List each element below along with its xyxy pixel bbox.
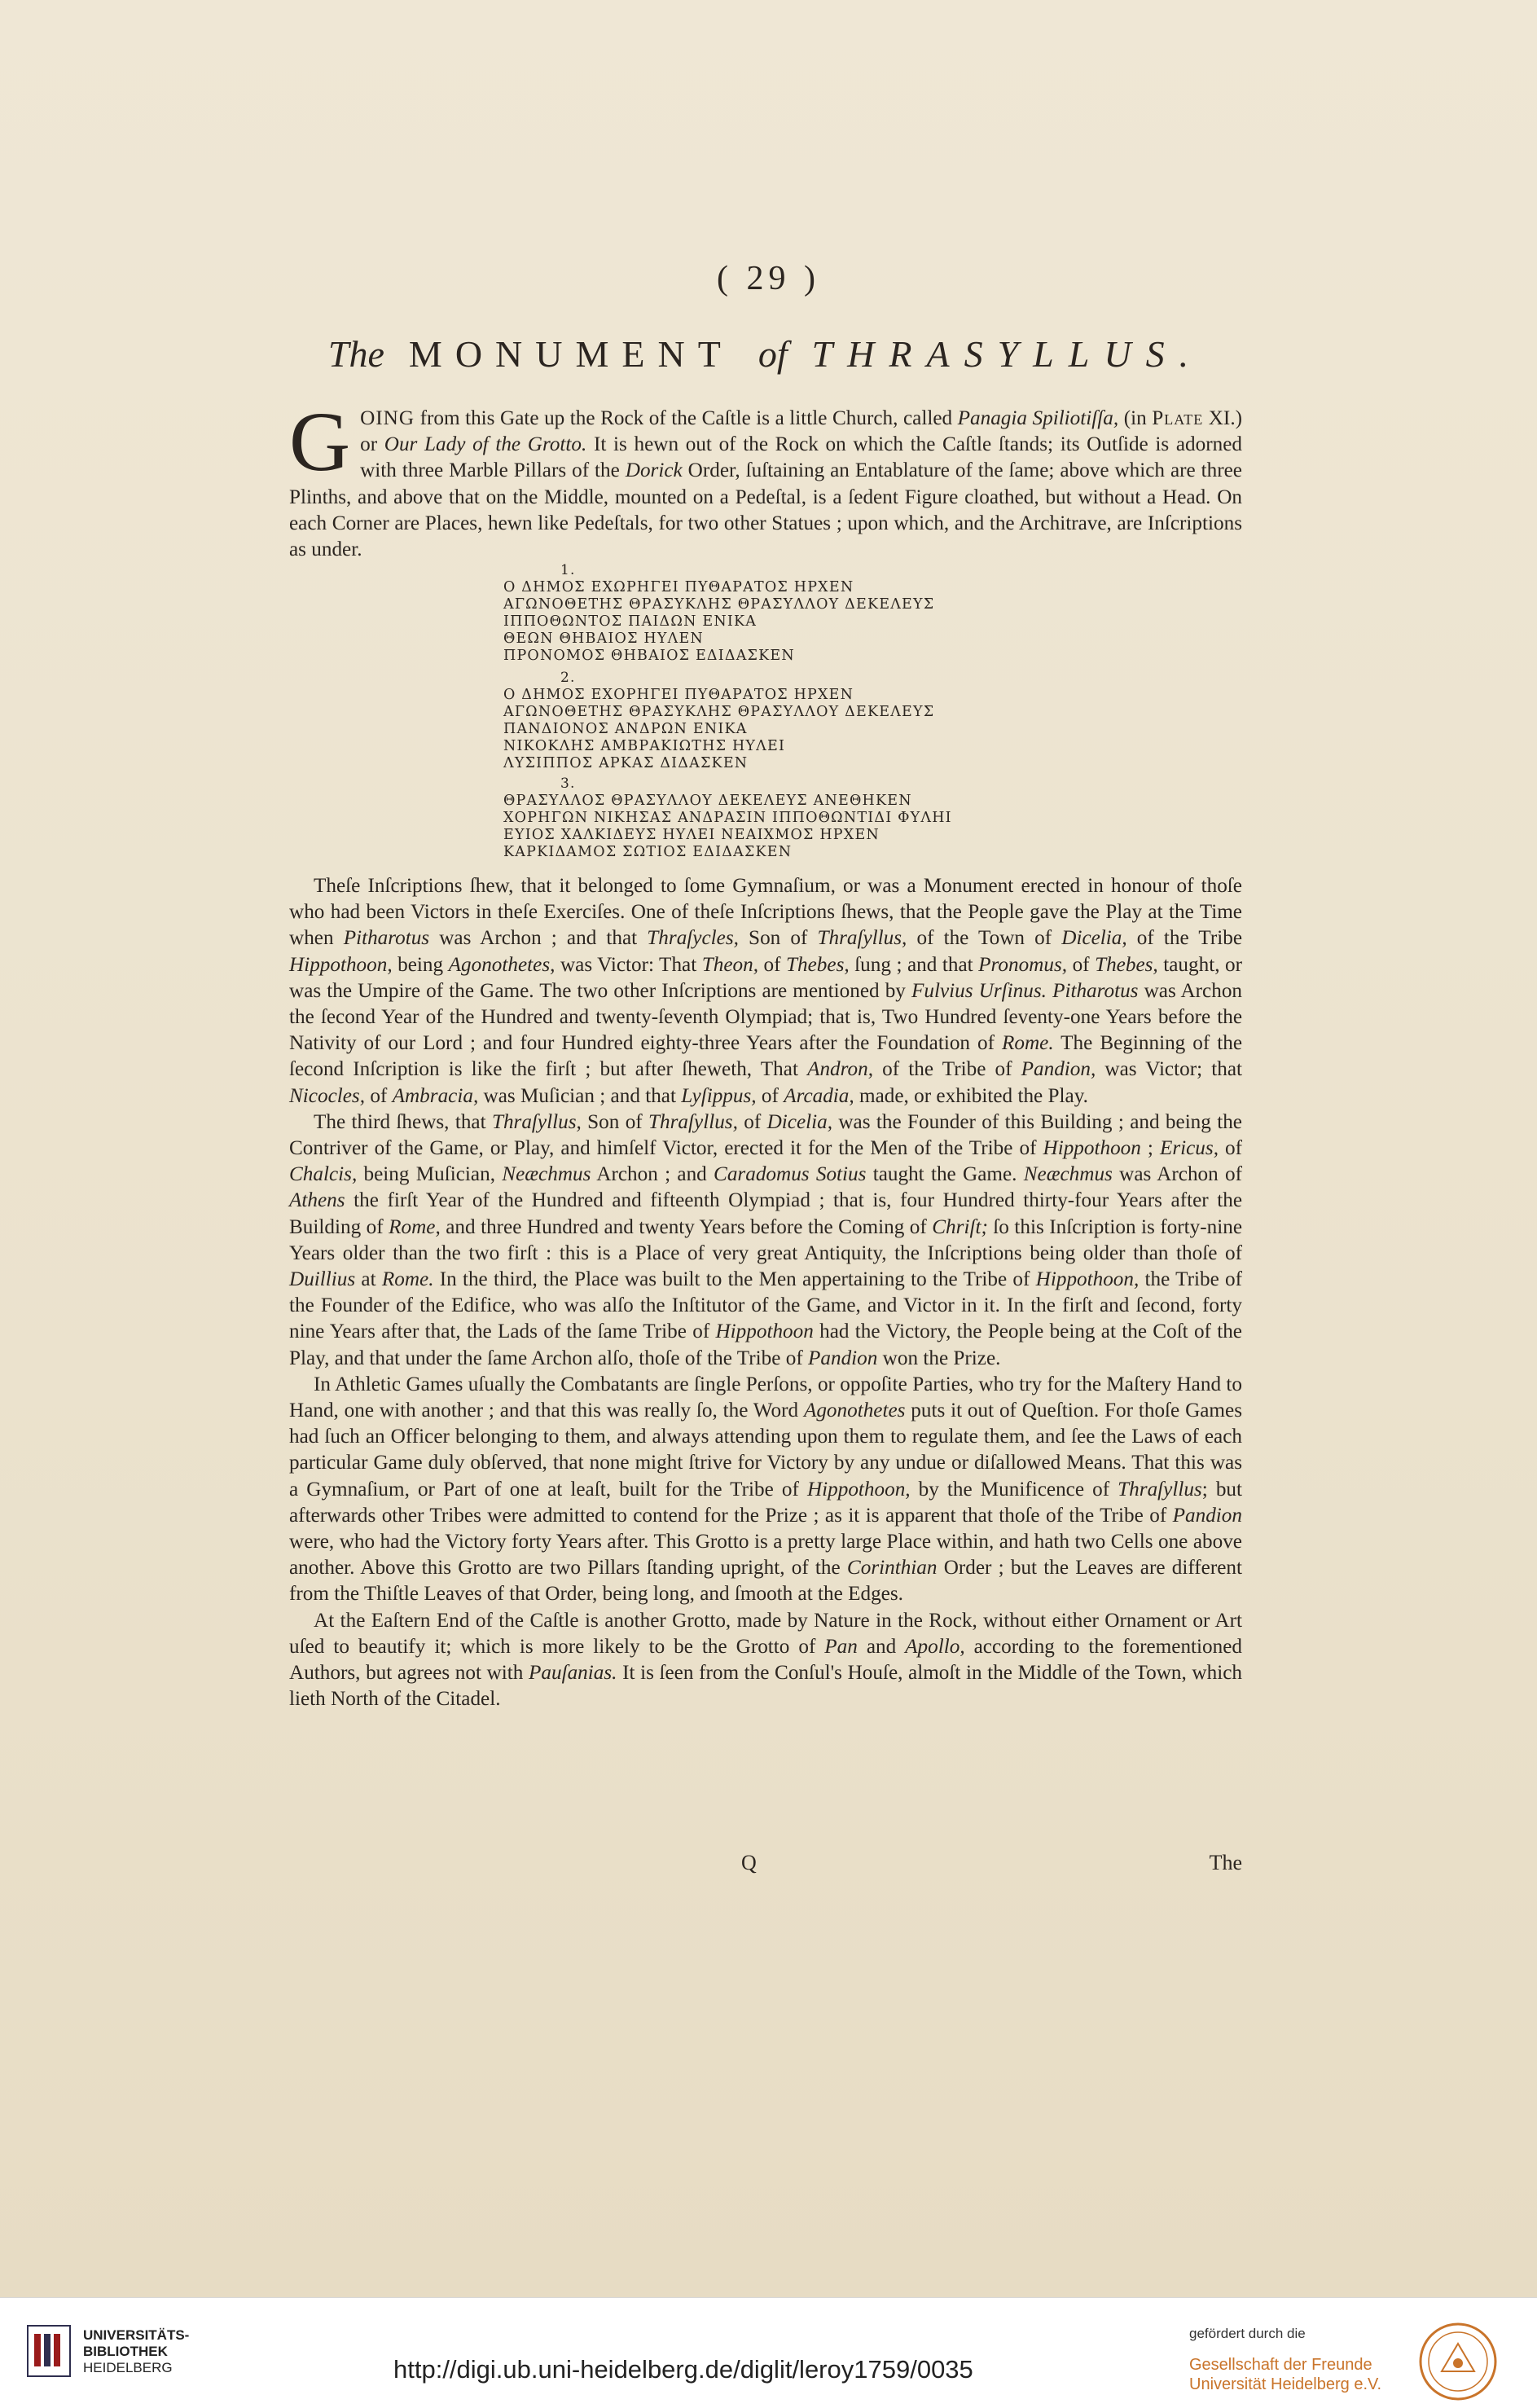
italic-run: Apollo, (905, 1635, 965, 1658)
italic-run: Nicocles, (289, 1084, 366, 1107)
text-run: made, or exhibited the Play. (854, 1084, 1088, 1107)
inscription-2 (503, 670, 1074, 772)
text-run: were, who had the Victory forty Years after. This Grotto is a pretty large Place within, and hath two Cells one above another. Above this Grotto are two Pillars ſtanding upright, of the (289, 1531, 1242, 1580)
page-title (273, 332, 1258, 376)
inscription-line: ΘΡΑΣΥΛΛΟΣ ΘΡΑΣΥΛΛΟΥ ΔΕΚΕΛΕΥΣ ΑΝΕΘΗΚΕΝ (503, 793, 912, 809)
page-number: ( 29 ) (717, 260, 820, 297)
inscription-line: ΙΠΠΟΘΩΝΤΟΣ ΠΑΙΔΩΝ ΕΝΙΚΑ (503, 613, 758, 630)
italic-run: Chalcis, (289, 1163, 358, 1186)
paragraph-athletic-games (289, 1372, 1242, 1608)
text-run: according to the forementioned Authors, but agrees not with (289, 1635, 1243, 1685)
italic-run: Rome. (1001, 1032, 1054, 1055)
paragraph-inscriptions (289, 873, 1242, 1110)
title-monument: MONUMENT (408, 333, 734, 375)
text-run: was Muſician ; and that (478, 1084, 682, 1107)
text-run: of (365, 1084, 393, 1107)
text-run: was the Founder of this Building ; and being the Contriver of the Game, or Play, and himſelf Victor, erected it for the Men of the Tribe of (289, 1110, 1242, 1160)
inscription-line: ΘΕΩΝ ΘΗΒΑΙΟΣ ΗΥΛΕΝ (503, 631, 704, 647)
text-run: of (758, 953, 787, 976)
inscription-line: ΠΑΝΔΙΟΝΟΣ ΑΝΔΡΩΝ ΕΝΙΚΑ (503, 721, 748, 737)
italic-run: Hippothoon, (1035, 1268, 1140, 1291)
text-run: of the Tribe (1126, 927, 1242, 950)
text-run: and (857, 1635, 906, 1658)
title-the: The (327, 333, 384, 375)
text-run: was Victor: That (555, 953, 702, 976)
italic-run: Agonothetes, (448, 953, 556, 976)
italic-run: Thraſyllus, (648, 1110, 738, 1133)
text-run: The third ſhews, that (314, 1110, 492, 1133)
document-url-link[interactable]: http://digi.ub.uni-heidelberg.de/diglit/leroy1759/0035 (393, 2355, 973, 2384)
catchword: The (1209, 1851, 1242, 1874)
paragraph-third-inscription (289, 1110, 1242, 1372)
inscription-line: ΕΥΙΟΣ ΧΑΛΚΙΔΕΥΣ ΗΥΛΕΙ ΝΕΑΙΧΜΟΣ ΗΡΧΕΝ (503, 827, 880, 843)
title-of: of (758, 333, 788, 375)
italic-run: Pauſanias. (529, 1662, 617, 1685)
inscription-line: ΠΡΟΝΟΜΟΣ ΘΗΒΑΙΟΣ ΕΔΙΔΑΣΚΕΝ (503, 648, 795, 664)
text-run: taught, or was the Umpire of the Game. The two other Inſcriptions are mentioned by (289, 953, 1242, 1002)
library-logo-icon (24, 2322, 73, 2379)
text-run: Theſe Inſcriptions ſhew, that it belonged to ſome Gymnaſium, or was a Monument erected in honour of thoſe who had been Victors in theſe Exerciſes. One of theſe Inſcriptions ſhews, that the People gave the Play at the Time when (289, 875, 1242, 950)
italic-run: Pan (824, 1635, 858, 1658)
italic-run: Thebes, (1095, 953, 1158, 976)
italic-run: Pitharotus (1052, 979, 1139, 1002)
italic-run: Rome. (381, 1268, 434, 1291)
italic-run: Theon, (701, 953, 758, 976)
italic-run: Arcadia, (784, 1084, 854, 1107)
intro-paragraph: GOING from this Gate up the Rock of the Caſtle is a little Church, called Panagia Spiliotiſſa, (in Plate XI.) or Our Lady of the Grotto. It is hewn out of the Rock on which the Caſtle ſtands; its Outſide is adorned with three Marble Pillars of the Dorick Order, ſuſtaining an Entablature of the ſame; above which are three Plinths, and above that on the Middle, mounted on a Pedeſtal, is a ſedent Figure cloathed, but without a Head. On each Corner are Places, hewn like Pedeſtals, for two other Statues ; upon which, and the Architrave, are Inſcriptions as under. (289, 395, 1243, 561)
inscription-line: ΑΓΩΝΟΘΕΤΗΣ ΘΡΑΣΥΚΛΗΣ ΘΡΑΣΥΛΛΟΥ ΔΕΚΕΛΕΥΣ (503, 596, 935, 613)
text-run: puts it out of Queſtion. For thoſe Games had ſuch an Officer belonging to them, and always attending upon them to regulate them, and ſee the Laws of each particular Game duly obſerved, that none might ſtrive for Victory by any undue or diſallowed Means. That this was a Gymnaſium, or Part of one at leaſt, built for the Tribe of (289, 1400, 1243, 1501)
italic-run: Athens (289, 1189, 345, 1212)
text-run: Order ; but the Leaves are different from the Thiſtle Leaves of that Order, being long, and ſmooth at the Edges. (289, 1557, 1242, 1606)
viewer-footer (0, 2297, 1537, 2408)
text-run: Son of (738, 927, 818, 950)
text-run: the firſt Year of the Hundred and fifteenth Olympiad ; that is, four Hundred thirty-four Years after the Building of (289, 1189, 1242, 1238)
text-run: at (355, 1268, 382, 1291)
inscription-line: ΑΓΩΝΟΘΕΤΗΣ ΘΡΑΣΥΚΛΗΣ ΘΡΑΣΥΛΛΟΥ ΔΕΚΕΛΕΥΣ (503, 704, 935, 720)
signature-mark: Q (741, 1851, 757, 1874)
italic-run: Chriſt; (932, 1215, 988, 1238)
italic-run: Caradomus Sotius (714, 1163, 867, 1186)
paragraph-eastern-grotto (289, 1608, 1242, 1713)
text-run: In the third, the Place was built to the Men appertaining to the Tribe of (433, 1268, 1036, 1291)
text-run: and three Hundred and twenty Years before the Coming of (440, 1215, 933, 1238)
italic-run: Ericus, (1159, 1137, 1219, 1160)
text-run: the Tribe of the Founder of the Edifice, who was alſo the Inſtitutor of the Game, and Victor in it. In the firſt and ſecond, forty nine Years after that, the Lads of the ſame Tribe of (289, 1268, 1242, 1343)
italic-run: Corinthian (846, 1557, 938, 1580)
text-run (1047, 980, 1052, 1002)
italic-run: Pitharotus (343, 927, 430, 950)
sponsor-label: gefördert durch die (1189, 2326, 1306, 2341)
inscription-1 (503, 562, 1074, 665)
italic-run: Pronomus, (978, 953, 1068, 976)
text-run: ſung ; and that (849, 953, 979, 976)
italic-run: Pandion, (1021, 1058, 1096, 1081)
text-run: Son of (581, 1110, 649, 1133)
text-run: It is ſeen from the Conſul's Houſe, almoſt in the Middle of the Town, which lieth North of the Citadel. (289, 1662, 1242, 1711)
text-run: The Beginning of the ſecond Inſcription is like the firſt ; but after ſheweth, That (289, 1032, 1242, 1081)
italic-run: Rome, (389, 1215, 441, 1238)
italic-run: Neæchmus (502, 1163, 591, 1186)
inscription-line: ΛΥΣΙΠΠΟΣ ΑΡΚΑΣ ΔΙΔΑΣΚΕΝ (503, 755, 749, 771)
italic-run: Lyſippus, (681, 1084, 757, 1107)
sponsor-name: Gesellschaft der Freunde Universität Heidelberg e.V. (1189, 2356, 1382, 2393)
text-run: was Archon the ſecond Year of the Hundred and twenty-ſeventh Olympiad; that is, Two Hundred ſeventy-one Years before the Nativity of our Lord ; and four Hundred eighty-three Years after the Foundation of (289, 979, 1243, 1055)
inscription-3 (503, 776, 1074, 861)
italic-run: Fulvius Urſinus. (911, 979, 1047, 1002)
text-run: was Archon ; and that (429, 927, 648, 950)
inscription-line: ΚΑΡΚΙΔΑΜΟΣ ΣΩΤΙΟΣ ΕΔΙΔΑΣΚΕΝ (503, 844, 793, 860)
inscription-line: ΧΟΡΗΓΩΝ ΝΙΚΗΣΑΣ ΑΝΔΡΑΣΙΝ ΙΠΠΟΘΩΝΤΙΔΙ ΦΥΛΗΙ (503, 810, 952, 826)
italic-run: Thraſyllus, (817, 927, 907, 950)
italic-run: Pandion (808, 1347, 878, 1369)
text-run: ſo this Inſcription is forty-nine Years older than the two firſt : this is a Place of very great Antiquity, the Inſcriptions being older than thoſe of (289, 1215, 1243, 1264)
text-run: being Muſician, (357, 1163, 503, 1186)
text-run: ; (1140, 1137, 1160, 1160)
italic-run: Neæchmus (1023, 1163, 1113, 1186)
italic-run: Agonothetes (803, 1400, 906, 1422)
inscription-number: 2. (560, 670, 576, 686)
italic-run: Ambracia, (392, 1084, 479, 1107)
italic-run: Andron, (807, 1058, 874, 1081)
italic-run: Dicelia, (1061, 927, 1127, 950)
text-run: of (737, 1110, 767, 1133)
italic-run: Duillius (289, 1268, 356, 1291)
text-run: taught the Game. (866, 1163, 1024, 1186)
inscription-line: Ο ΔΗΜΟΣ ΕΧΟΡΗΓΕΙ ΠΥΘΑΡΑΤΟΣ ΗΡΧΕΝ (503, 687, 854, 703)
text-run: of the Tribe of (873, 1058, 1021, 1081)
italic-run: Thraſyllus, (491, 1110, 582, 1133)
italic-run: Thraſycles, (647, 927, 739, 950)
text-run: of (756, 1084, 784, 1107)
text-run: won the Prize. (877, 1347, 1001, 1369)
text-run: of (1067, 953, 1096, 976)
inscription-number: 1. (560, 562, 576, 578)
university-seal-icon (1417, 2321, 1499, 2402)
library-name: UNIVERSITÄTS- BIBLIOTHEK HEIDELBERG (83, 2327, 190, 2375)
text-run: of the Town of (907, 927, 1062, 950)
inscription-line: Ο ΔΗΜΟΣ ΕΧΩΡΗΓΕΙ ΠΥΘΑΡΑΤΟΣ ΗΡΧΕΝ (503, 579, 854, 595)
italic-run: Pandion (1172, 1504, 1242, 1527)
text-run: In Athletic Games uſually the Combatants are ſingle Perſons, or oppoſite Parties, who try for the Maſtery Hand to Hand, one with another ; and that this was really ſo, the Word (289, 1373, 1242, 1422)
text-run: had the Victory, the People being at the Coſt of the Play, and that under the ſame Archon alſo, thoſe of the Tribe of (289, 1320, 1242, 1369)
inscription-line: ΝΙΚΟΚΛΗΣ ΑΜΒΡΑΚΙΩΤΗΣ ΗΥΛΕΙ (503, 738, 786, 754)
drop-cap: G (289, 395, 351, 489)
italic-run: Thraſyllus (1118, 1478, 1202, 1501)
italic-run: Thebes, (786, 953, 850, 976)
text-run: ; but afterwards other Tribes were admitted to contend for the Prize ; as it is apparent that thoſe of the Tribe of (289, 1478, 1243, 1527)
text-run: Archon ; and (591, 1163, 714, 1186)
italic-run: Hippothoon, (289, 953, 393, 976)
italic-run: Hippothoon (715, 1320, 814, 1343)
text-run: by the Munificence of (910, 1478, 1118, 1501)
italic-run: Dicelia, (766, 1110, 833, 1133)
text-run: being (392, 953, 449, 976)
text-run: of (1219, 1137, 1243, 1160)
title-name: THRASYLLUS. (811, 333, 1204, 375)
text-run: At the Eaſtern End of the Caſtle is another Grotto, made by Nature in the Rock, without either Ornament or Art uſed to beautify it; which is more likely to be the Grotto of (289, 1609, 1242, 1658)
inscription-number: 3. (560, 776, 576, 792)
italic-run: Hippothoon (1043, 1137, 1141, 1160)
italic-run: Hippothoon, (806, 1478, 911, 1501)
text-run: was Archon of (1112, 1163, 1242, 1186)
body-text (289, 873, 1242, 1713)
text-run: was Victor; that (1096, 1058, 1242, 1081)
